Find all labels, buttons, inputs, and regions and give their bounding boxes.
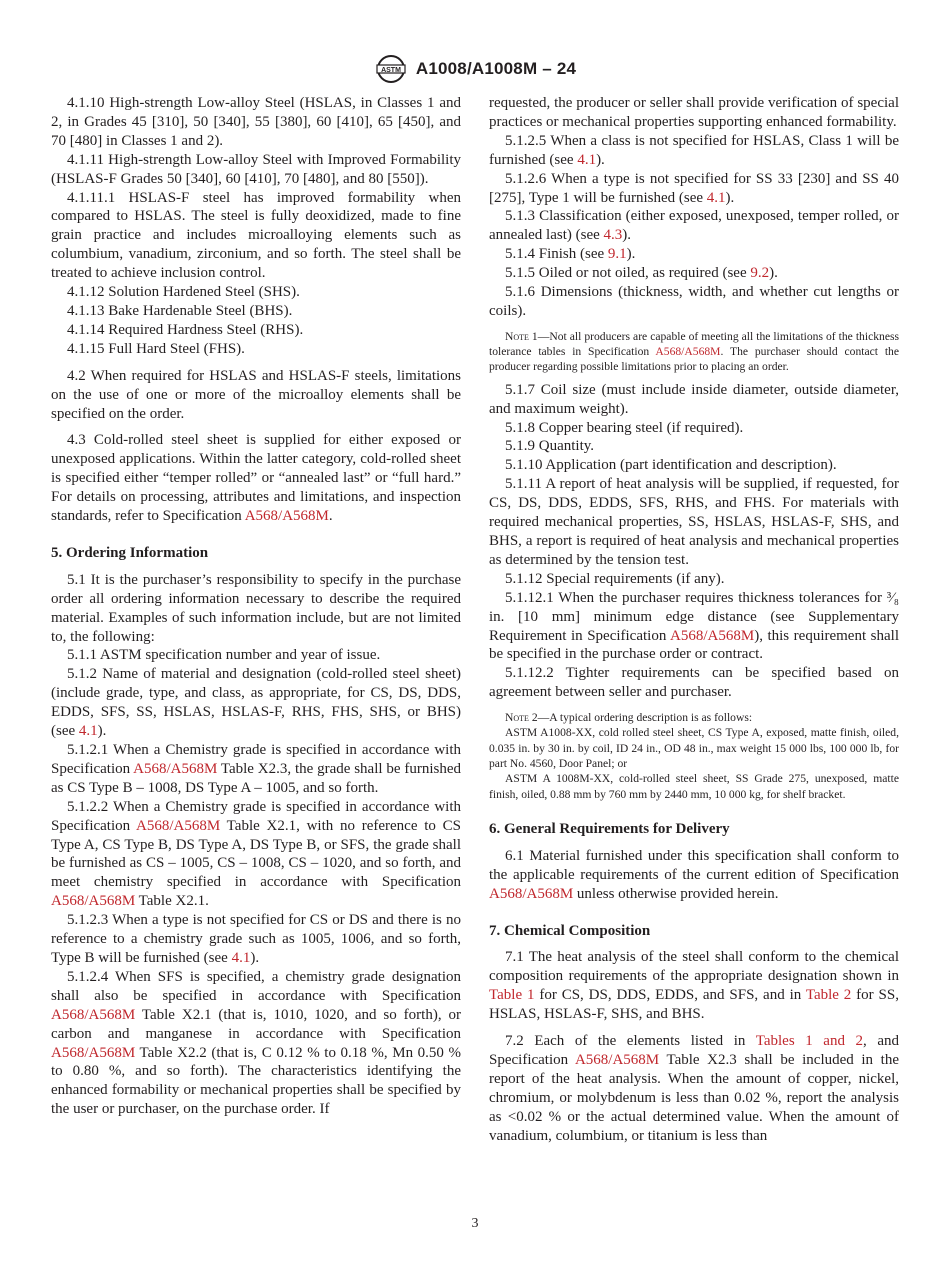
para-5-1-10: 5.1.10 Application (part identification and description). [505,457,837,474]
para-5-1-7: 5.1.7 Coil size (must include inside diameter, outside diameter, and maximum weight). [489,381,899,417]
link-section-9-1[interactable]: 9.1 [607,246,627,263]
para-4-1-15: 4.1.15 Full Hard Steel (FHS). [67,340,245,357]
para-5-1-2-3: 5.1.2.3 When a type is not specified for CS or DS and there is no reference to a chemistry grade such as 1005, 1006, and so forth, Type B will be furnished (see 4.1). [51,912,461,966]
link-a568[interactable]: A568/A568M [133,760,218,777]
link-a568[interactable]: A568/A568M [136,817,221,834]
para-5-1-2: 5.1.2 Name of material and designation (cold-rolled steel sheet) (include grade, type, and class, as appropriate, for CS, DS, DDS, EDDS, SFS, SS, HSLAS, HSLAS-F, RHS, FHS, SHS, or BHS) (see 4.1). [51,666,461,740]
section-5-heading: 5. Ordering Information [51,544,209,561]
link-a568[interactable]: A568/A568M [244,508,329,525]
para-5-1-8: 5.1.8 Copper bearing steel (if required). [505,419,744,436]
page-number: 3 [471,1216,479,1231]
document-designation: A1008/A1008M – 24 [415,59,577,78]
para-4-1-10: 4.1.10 High-strength Low-alloy Steel (HSLAS, in Classes 1 and 2, in Grades 45 [310], 50 [340], 55 [380], 60 [410], 65 [450], and 70 [480] in Classes 1 and 2). [51,95,461,149]
link-section-4-1[interactable]: 4.1 [231,949,251,966]
note-2-heading: Note 2—A typical ordering description is as follows: [505,711,753,725]
right-column [489,94,899,1146]
para-5-1: 5.1 It is the purchaser’s responsibility to specify in the purchase order all ordering information necessary to describe the required material. Examples of such information include, but are not limited to, the following: [51,571,461,645]
note-2 [489,710,899,802]
link-table-2[interactable]: Table 2 [805,987,852,1004]
link-table-1[interactable]: Table 1 [489,987,535,1004]
para-5-1-9: 5.1.9 Quantity. [505,438,595,455]
astm-logo-icon [374,54,408,84]
link-a568[interactable]: A568/A568M [655,345,721,359]
para-7-2: 7.2 Each of the elements listed in Tables 1 and 2, and Specification A568/A568M Table X2.3 shall be included in the report of the heat analysis. When the amount of copper, nickel, chromium, or molybdenum is less than 0.02 %, report the analysis as <0.02 % or the actual determined value. When the amount of vanadium, columbium, or titanium is less than [489,1033,899,1144]
para-4-1-13: 4.1.13 Bake Hardenable Steel (BHS). [67,302,293,319]
page-header [0,54,950,84]
para-4-3: 4.3 Cold-rolled steel sheet is supplied for either exposed or unexposed applications. Within the latter category, cold-rolled sheet is specified either “temper rolled” or “annealed last” or “full hard.” For details on processing, attributes and limitations, and inspection standards, refer to Specification A568/A568M. [51,432,461,525]
left-column [51,94,461,1119]
para-5-1-2-6: 5.1.2.6 When a type is not specified for SS 33 [230] and SS 40 [275], Type 1 will be furnished (see 4.1). [489,170,899,206]
link-tables-1-and-2[interactable]: Tables 1 and 2 [755,1033,864,1050]
para-5-1-11: 5.1.11 A report of heat analysis will be supplied, if requested, for CS, DS, DDS, EDDS, SFS, RHS, and FHS. For materials with required mechanical properties, SS, HSLAS, HSLAS-F, SHS, and BHS, a report is required of heat analysis and mechanical properties as determined by the tension test. [489,476,899,568]
link-section-4-1[interactable]: 4.1 [577,151,597,168]
para-5-1-12-1: 5.1.12.1 When the purchaser requires thickness tolerances for ³⁄₈ in. [10 mm] minimum edge distance (see Supplementary Requirement in Specification A568/A568M), this requirement shall be specified in the purchase order or contract. [489,589,899,663]
para-4-1-14: 4.1.14 Required Hardness Steel (RHS). [67,321,304,338]
para-continued: requested, the producer or seller shall provide verification of special practices or mechanical properties supporting enhanced formability. [489,95,899,130]
para-4-2: 4.2 When required for HSLAS and HSLAS-F steels, limitations on the use of one or more of the microalloy elements shall be specified on the order. [51,367,461,422]
para-5-1-12-2: 5.1.12.2 Tighter requirements can be specified based on agreement between seller and purchaser. [489,665,899,701]
para-5-1-2-1: 5.1.2.1 When a Chemistry grade is specified in accordance with Specification A568/A568M Table X2.3, the grade shall be furnished as CS Type B – 1008, DS Type A – 1005, and so forth. [51,742,462,796]
note-2-example-1: ASTM A1008-XX, cold rolled steel sheet, CS Type A, exposed, matte finish, oiled, 0.035 in. by 30 in. by coil, ID 24 in., OD 48 in., max weight 15 000 lbs, 100 000 lb, for part No. 4560, Door Panel; or [489,726,899,771]
note-1: Note 1—Not all producers are capable of meeting all the limitations of the thickness tolerance tables in Specification A568/A568M. The purchaser should contact the producer regarding possible limitations prior to placing an order. [489,329,899,374]
para-5-1-6: 5.1.6 Dimensions (thickness, width, and whether cut lengths or coils). [489,284,899,319]
para-5-1-2-4: 5.1.2.4 When SFS is specified, a chemistry grade designation shall also be specified in accordance with Specification A568/A568M Table X2.1 (that is, 1010, 1020, and so forth), or carbon and manganese in accordance with Specification A568/A568M Table X2.2 (that is, C 0.12 % to 0.18 %, Mn 0.50 % to 0.80 %, and so forth). The characteristics identifying the enhanced formability or mechanical properties shall be specified by the user or purchaser, on the purchase order. If [51,968,461,1118]
section-7-heading: 7. Chemical Composition [489,922,651,939]
link-section-9-2[interactable]: 9.2 [750,265,770,282]
link-section-4-3[interactable]: 4.3 [603,227,623,244]
link-section-4-1[interactable]: 4.1 [706,189,726,206]
svg-text:ASTM: ASTM [380,66,401,74]
para-5-1-4: 5.1.4 Finish (see 9.1). [505,246,636,263]
para-4-1-11: 4.1.11 High-strength Low-alloy Steel with Improved Formability (HSLAS-F Grades 50 [340], 60 [410], 70 [480], and 80 [550]). [51,151,461,187]
para-4-1-11-1: 4.1.11.1 HSLAS-F steel has improved formability when compared to HSLAS. The steel is fully deoxidized, made to fine grain practice and includes microalloying elements such as columbium, vanadium, zirconium, and so forth. The steel shall be treated to achieve inclusion control. [51,189,461,282]
link-a568[interactable]: A568/A568M [51,1006,136,1023]
para-5-1-12: 5.1.12 Special requirements (if any). [505,570,725,587]
link-a568[interactable]: A568/A568M [574,1052,660,1069]
para-5-1-1: 5.1.1 ASTM specification number and year of issue. [67,647,381,664]
para-4-1-12: 4.1.12 Solution Hardened Steel (SHS). [67,284,300,301]
para-5-1-2-2: 5.1.2.2 When a Chemistry grade is specified in accordance with Specification A568/A568M Table X2.1, with no reference to CS Type A, CS Type B, DS Type A, DS Type B, or SFS, the grade shall be furnished as CS – 1005, CS – 1008, CS – 1020, and so forth, and meet chemistry specified in accordance with Specification A568/A568M Table X2.1. [51,798,461,910]
section-6-heading: 6. General Requirements for Delivery [489,820,730,837]
link-a568[interactable]: A568/A568M [489,885,574,902]
link-a568[interactable]: A568/A568M [670,627,755,644]
para-6-1: 6.1 Material furnished under this specification shall conform to the applicable requirements of the current edition of Specification A568/A568M unless otherwise provided herein. [489,847,899,902]
para-5-1-5: 5.1.5 Oiled or not oiled, as required (see 9.2). [505,265,778,282]
link-a568[interactable]: A568/A568M [51,893,136,910]
note-2-example-2: ASTM A 1008M-XX, cold-rolled steel sheet, SS Grade 275, unexposed, matte finish, oiled, 0.88 mm by 760 mm by 2440 mm, 10 000 kg, for shelf bracket. [489,772,899,801]
para-7-1: 7.1 The heat analysis of the steel shall conform to the chemical composition requirements of the appropriate designation shown in Table 1 for CS, DS, DDS, EDDS, and SFS, and in Table 2 for SS, HSLAS, HSLAS-F, SHS, and BHS. [489,949,899,1023]
link-section-4-1[interactable]: 4.1 [78,723,98,740]
link-a568[interactable]: A568/A568M [51,1044,136,1061]
para-5-1-3: 5.1.3 Classification (either exposed, unexposed, temper rolled, or annealed last) (see 4.3). [489,208,899,244]
para-5-1-2-5: 5.1.2.5 When a class is not specified for HSLAS, Class 1 will be furnished (see 4.1). [489,132,899,168]
